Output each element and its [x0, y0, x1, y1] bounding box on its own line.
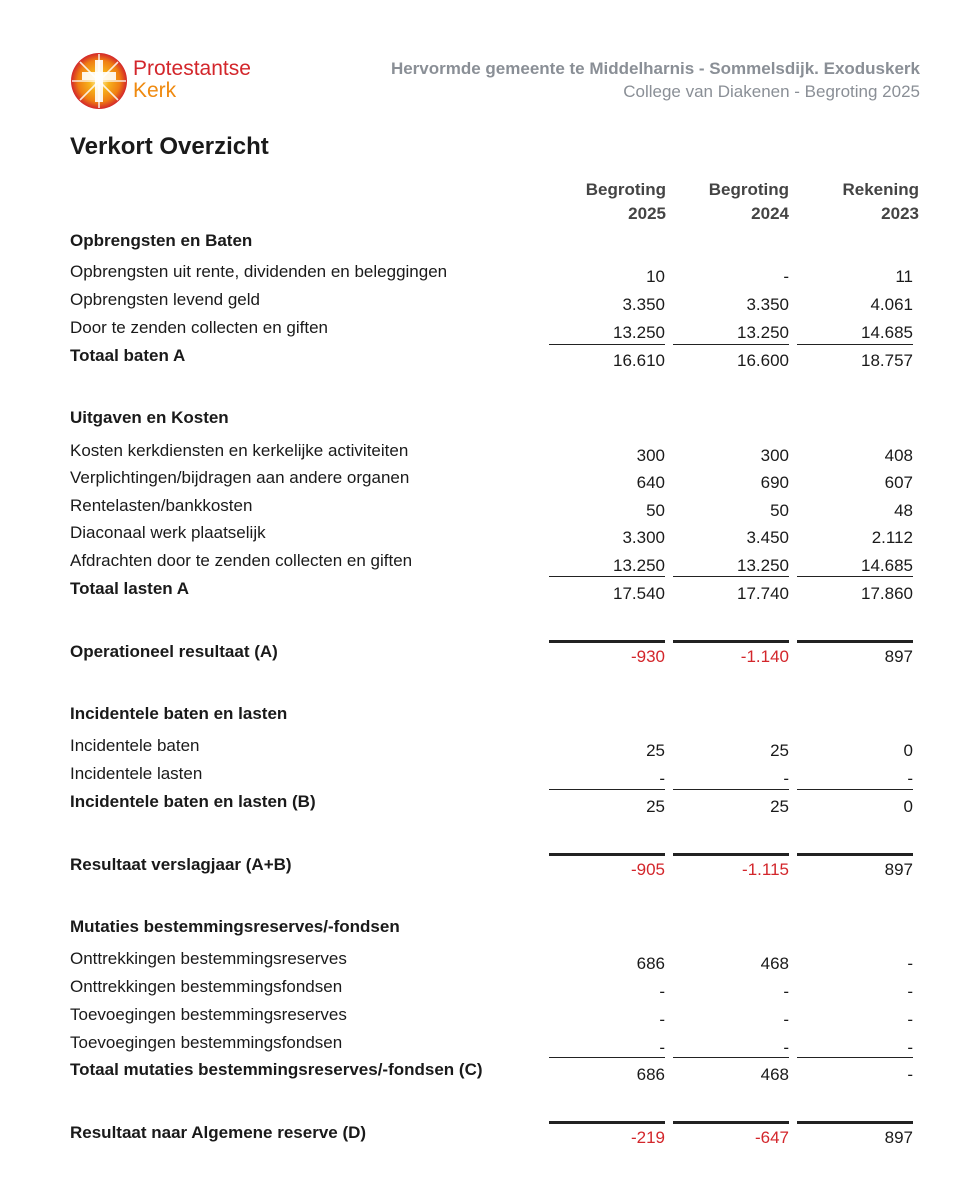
row-label: Afdrachten door te zenden collecten en giften — [70, 551, 413, 570]
row-value-col-1: - — [659, 1038, 665, 1057]
row-value-col-2: - — [783, 982, 789, 1001]
row-label: Diaconaal werk plaatselijk — [70, 523, 266, 542]
row-value-col-3: 897 — [884, 860, 913, 879]
row-value-col-2: - — [783, 1038, 789, 1057]
row-value-col-3: 14.685 — [861, 323, 913, 342]
table-row — [0, 1005, 965, 1032]
row-label: Incidentele baten en lasten — [70, 704, 288, 723]
organization-name: Hervormde gemeente te Middelharnis - Sommelsdijk. Exoduskerk — [390, 59, 920, 78]
table-row — [0, 441, 965, 468]
subtotal-rule — [797, 1057, 913, 1058]
row-value-col-1: 25 — [646, 741, 665, 760]
table-row — [0, 496, 965, 523]
table-row — [0, 579, 965, 606]
row-value-col-1: -930 — [630, 647, 665, 666]
table-row — [0, 792, 965, 819]
row-value-col-2: - — [783, 267, 789, 286]
row-value-col-2: - — [783, 769, 789, 788]
row-value-col-3: - — [907, 954, 913, 973]
row-value-col-2: -1.115 — [742, 860, 789, 879]
row-value-col-3: 0 — [903, 741, 913, 760]
row-label: Totaal mutaties bestemmingsreserves/-fondsen (C) — [70, 1060, 483, 1079]
row-label: Resultaat naar Algemene reserve (D) — [70, 1123, 367, 1142]
row-value-col-3: - — [907, 982, 913, 1001]
table-row — [0, 949, 965, 976]
total-rule-thick — [673, 1121, 789, 1124]
row-value-col-1: - — [659, 982, 665, 1001]
row-label: Onttrekkingen bestemmingsfondsen — [70, 977, 343, 996]
row-value-col-1: -905 — [630, 860, 665, 879]
row-value-col-3: 17.860 — [861, 584, 913, 603]
row-value-col-1: 13.250 — [613, 323, 665, 342]
row-value-col-3: 4.061 — [870, 295, 913, 314]
row-value-col-3: 18.757 — [861, 351, 913, 370]
row-value-col-3: - — [907, 1010, 913, 1029]
subtotal-rule — [797, 576, 913, 577]
table-row — [0, 262, 965, 289]
row-value-col-1: 10 — [646, 267, 665, 286]
row-value-col-2: 3.350 — [746, 295, 789, 314]
row-value-col-2: 25 — [770, 741, 789, 760]
table-row — [0, 468, 965, 495]
total-rule-thick — [673, 640, 789, 643]
row-value-col-1: 13.250 — [613, 556, 665, 575]
row-label: Totaal lasten A — [70, 579, 190, 598]
row-value-col-1: 640 — [636, 473, 665, 492]
row-value-col-3: 897 — [884, 647, 913, 666]
table-row — [0, 736, 965, 763]
table-row — [0, 855, 965, 882]
row-label: Toevoegingen bestemmingsreserves — [70, 1005, 347, 1024]
row-value-col-3: 11 — [895, 267, 913, 286]
row-value-col-2: 468 — [760, 1065, 789, 1084]
total-rule-thick — [797, 1121, 913, 1124]
row-value-col-2: 13.250 — [737, 556, 789, 575]
row-label: Mutaties bestemmingsreserves/-fondsen — [70, 917, 400, 936]
row-value-col-1: 3.350 — [622, 295, 665, 314]
subtotal-rule — [673, 576, 789, 577]
row-value-col-2: 468 — [760, 954, 789, 973]
row-value-col-1: - — [659, 1010, 665, 1029]
row-value-col-2: -1.140 — [740, 647, 789, 666]
row-value-col-2: 17.740 — [737, 584, 789, 603]
row-label: Rentelasten/bankkosten — [70, 496, 253, 515]
row-value-col-1: 17.540 — [613, 584, 665, 603]
total-rule-thick — [797, 640, 913, 643]
subtotal-rule — [797, 344, 913, 345]
total-rule-thick — [549, 853, 665, 856]
row-value-col-2: 300 — [760, 446, 789, 465]
row-label: Opbrengsten uit rente, dividenden en beleggingen — [70, 262, 448, 281]
row-label: Kosten kerkdiensten en kerkelijke activiteiten — [70, 441, 409, 460]
subtotal-rule — [549, 789, 665, 790]
table-row — [0, 764, 965, 791]
row-value-col-3: 48 — [894, 501, 913, 520]
row-label: Opbrengsten en Baten — [70, 231, 253, 250]
table-row — [0, 523, 965, 550]
column-header-rekening-2023: Rekening 2023 — [842, 180, 919, 223]
page-title: Verkort Overzicht — [70, 133, 269, 160]
table-row — [0, 231, 965, 258]
logo-line1: Protestantse — [133, 57, 251, 80]
row-label: Incidentele baten en lasten (B) — [70, 792, 316, 811]
row-label: Incidentele lasten — [70, 764, 203, 783]
row-value-col-1: 300 — [636, 446, 665, 465]
table-row — [0, 1060, 965, 1087]
row-value-col-3: 2.112 — [871, 528, 913, 547]
row-value-col-3: - — [907, 769, 913, 788]
row-value-col-3: 0 — [903, 797, 913, 816]
subtotal-rule — [673, 1057, 789, 1058]
row-value-col-3: 408 — [884, 446, 913, 465]
row-label: Resultaat verslagjaar (A+B) — [70, 855, 292, 874]
subtotal-rule — [549, 576, 665, 577]
row-value-col-1: 686 — [636, 954, 665, 973]
row-value-col-2: 16.600 — [737, 351, 789, 370]
row-value-col-2: 25 — [770, 797, 789, 816]
column-header-begroting-2025: Begroting 2025 — [585, 180, 666, 223]
row-value-col-1: 25 — [646, 797, 665, 816]
subtotal-rule — [673, 344, 789, 345]
table-row — [0, 1123, 965, 1150]
total-rule-thick — [549, 640, 665, 643]
row-value-col-2: 13.250 — [737, 323, 789, 342]
row-value-col-2: -647 — [754, 1128, 789, 1147]
total-rule-thick — [549, 1121, 665, 1124]
logo-line2: Kerk — [133, 79, 177, 102]
row-value-col-1: - — [659, 769, 665, 788]
row-value-col-3: - — [907, 1038, 913, 1057]
row-value-col-2: 690 — [760, 473, 789, 492]
row-label: Uitgaven en Kosten — [70, 408, 229, 427]
total-rule-thick — [673, 853, 789, 856]
row-label: Toevoegingen bestemmingsfondsen — [70, 1033, 343, 1052]
row-value-col-1: -219 — [630, 1128, 665, 1147]
organization-header — [391, 57, 920, 103]
table-row — [0, 346, 965, 373]
row-label: Door te zenden collecten en giften — [70, 318, 329, 337]
row-value-col-1: 3.300 — [622, 528, 665, 547]
row-value-col-3: 897 — [884, 1128, 913, 1147]
row-label: Onttrekkingen bestemmingsreserves — [70, 949, 347, 968]
row-label: Opbrengsten levend geld — [70, 290, 260, 309]
cross-sun-icon — [70, 52, 128, 110]
row-value-col-2: - — [783, 1010, 789, 1029]
table-row — [0, 977, 965, 1004]
table-row — [0, 917, 965, 944]
row-label: Verplichtingen/bijdragen aan andere organen — [70, 468, 410, 487]
row-value-col-1: 50 — [646, 501, 665, 520]
document-subtitle: College van Diakenen - Begroting 2025 — [623, 82, 920, 101]
row-label: Incidentele baten — [70, 736, 200, 755]
table-row — [0, 551, 965, 578]
logo-text — [133, 58, 251, 102]
row-value-col-3: - — [907, 1065, 913, 1084]
subtotal-rule — [797, 789, 913, 790]
table-row — [0, 704, 965, 731]
table-row — [0, 318, 965, 345]
row-value-col-3: 607 — [884, 473, 913, 492]
subtotal-rule — [549, 1057, 665, 1058]
row-value-col-3: 14.685 — [861, 556, 913, 575]
row-value-col-1: 686 — [636, 1065, 665, 1084]
row-label: Totaal baten A — [70, 346, 186, 365]
subtotal-rule — [673, 789, 789, 790]
table-row — [0, 290, 965, 317]
subtotal-rule — [549, 344, 665, 345]
table-row — [0, 408, 965, 435]
protestantse-kerk-logo — [70, 52, 270, 110]
table-row — [0, 1033, 965, 1060]
row-value-col-2: 50 — [770, 501, 789, 520]
total-rule-thick — [797, 853, 913, 856]
row-value-col-2: 3.450 — [746, 528, 789, 547]
column-header-begroting-2024: Begroting 2024 — [708, 180, 789, 223]
table-row — [0, 642, 965, 669]
row-label: Operationeel resultaat (A) — [70, 642, 278, 661]
row-value-col-1: 16.610 — [613, 351, 665, 370]
